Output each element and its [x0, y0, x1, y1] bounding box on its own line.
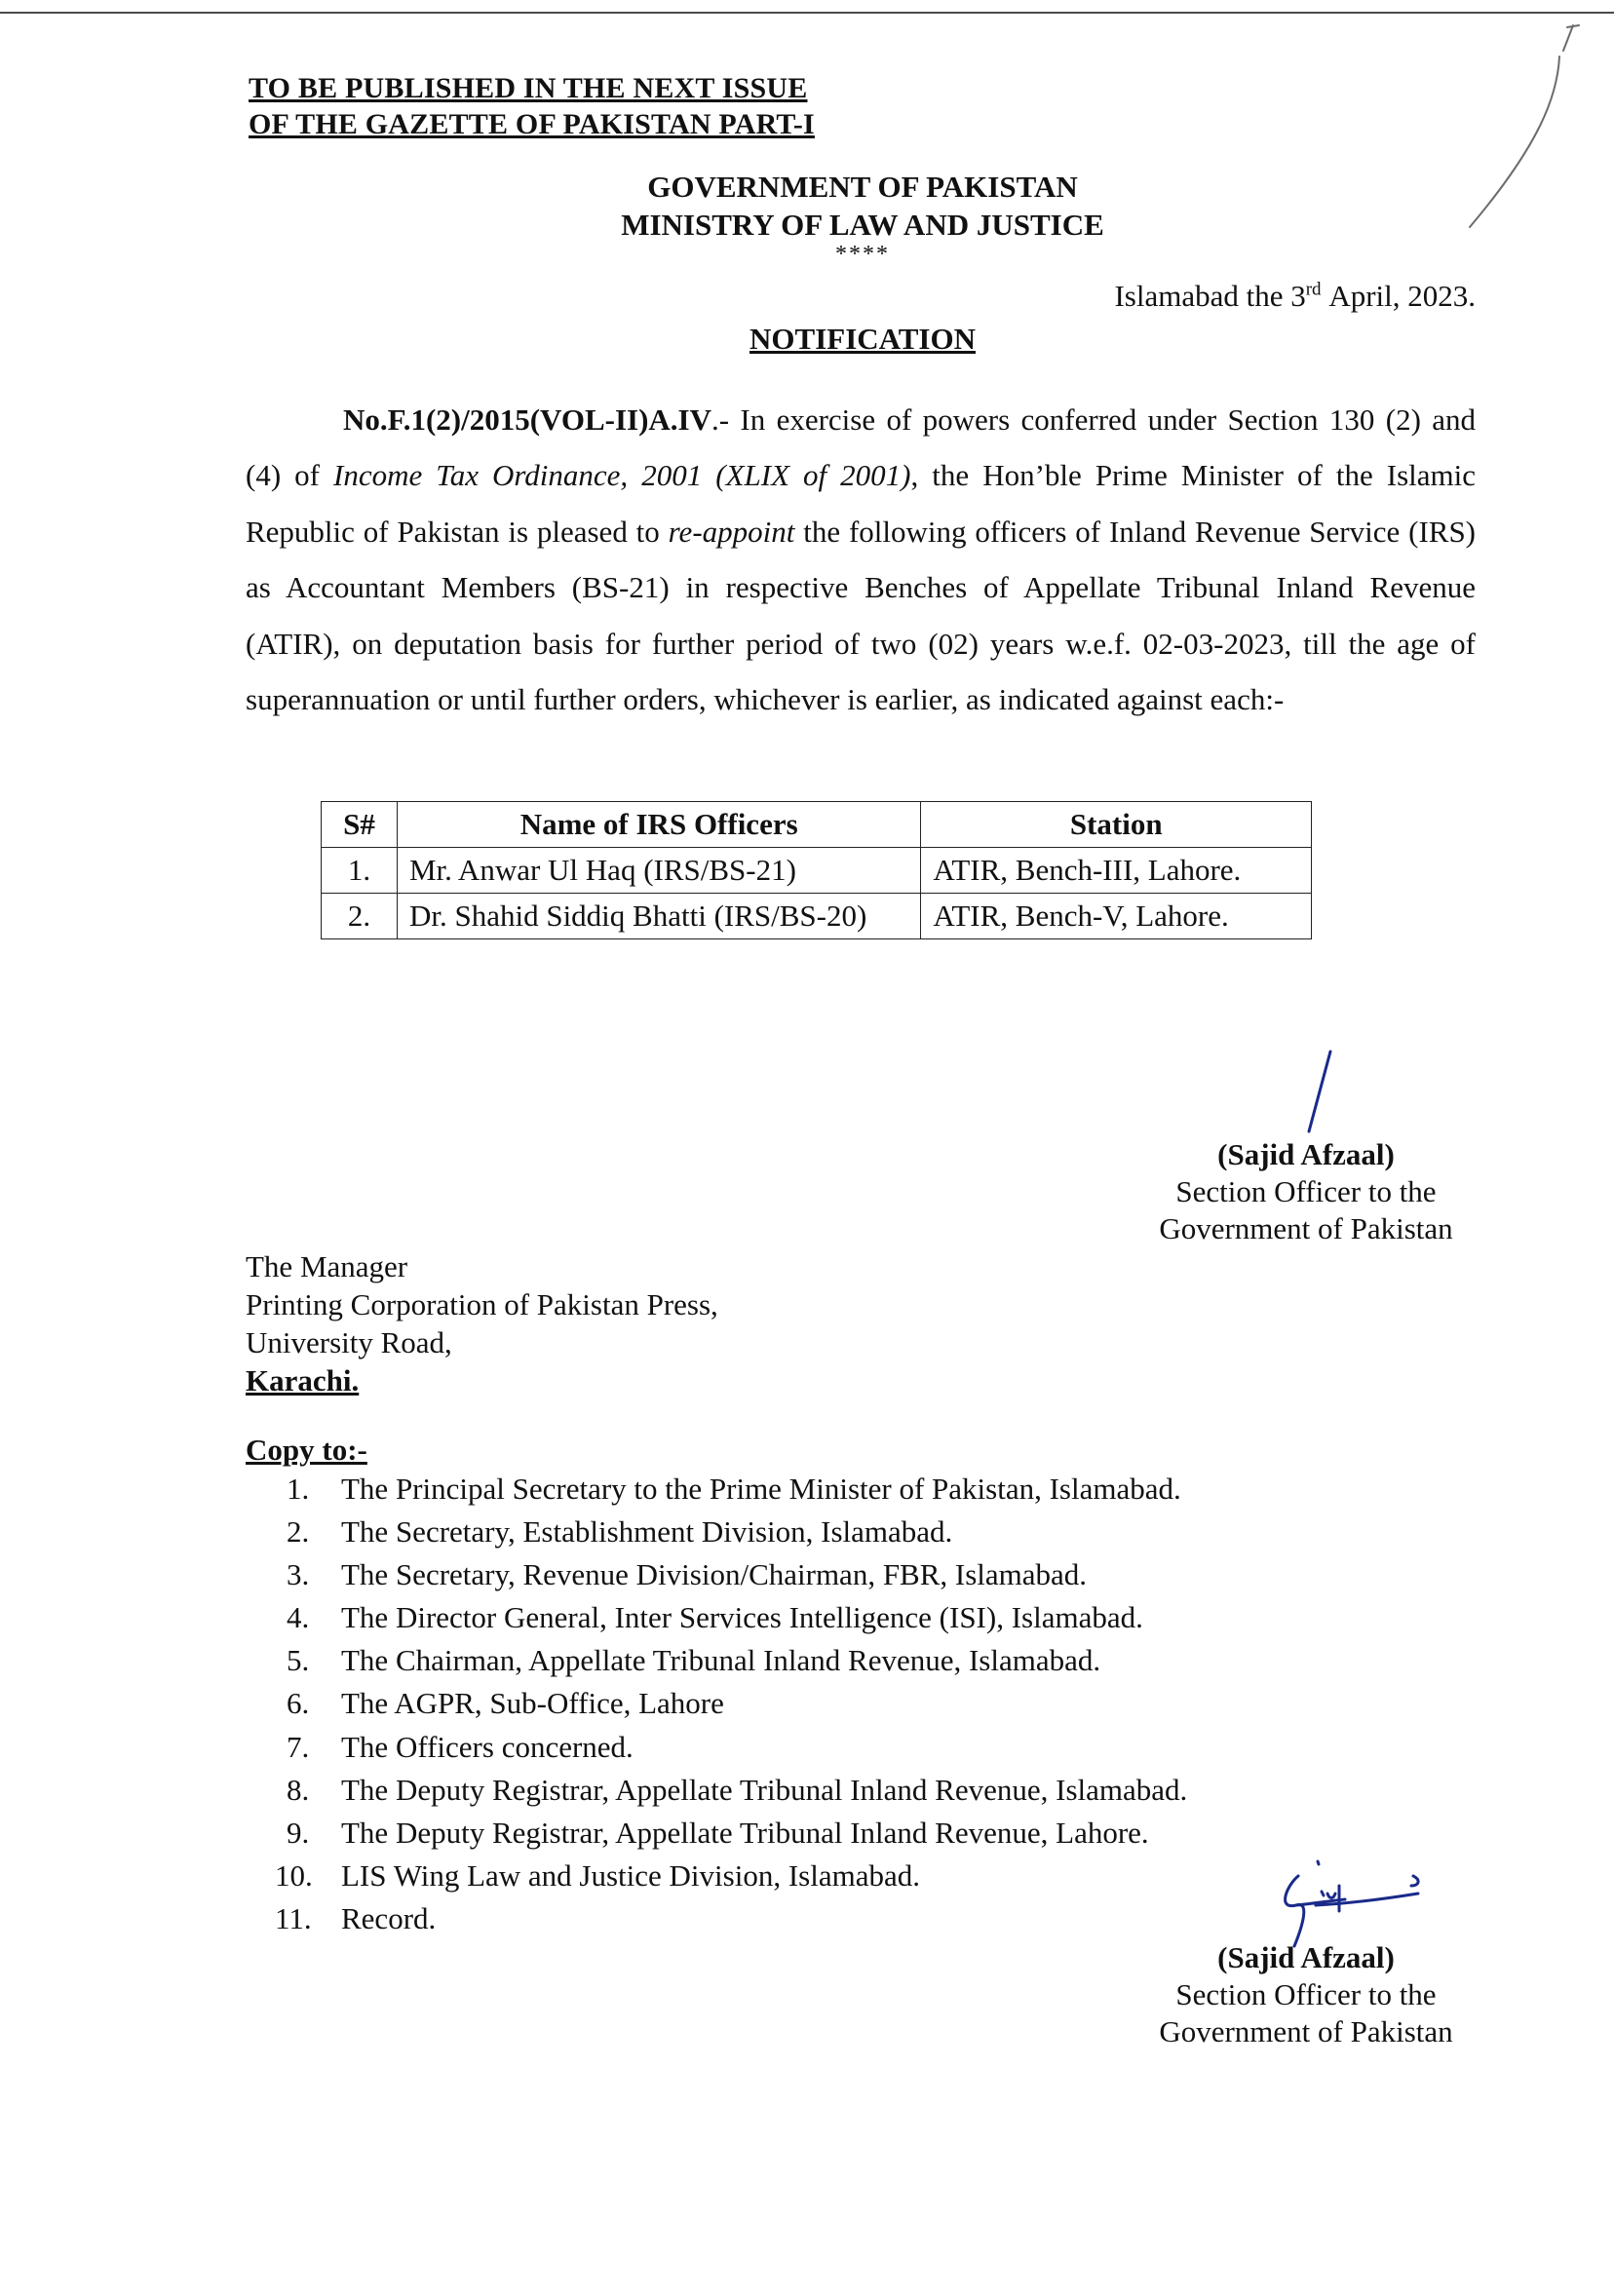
- addressee-block: [246, 1247, 718, 1399]
- copy-to-list: [246, 1468, 1187, 1940]
- cell-station: ATIR, Bench-III, Lahore.: [921, 848, 1312, 894]
- list-item: [246, 1897, 1187, 1940]
- list-item: [246, 1726, 1187, 1769]
- list-item-number: 11.: [275, 1900, 312, 1935]
- list-item: [246, 1511, 1187, 1553]
- ordinance-name: Income Tax Ordinance, 2001 (XLIX of 2001): [333, 458, 911, 493]
- ministry-title: MINISTRY OF LAW AND JUSTICE: [621, 208, 1104, 242]
- dateline-ordinal: rd: [1305, 279, 1322, 300]
- list-item-number: 1.: [287, 1472, 310, 1506]
- body-text-3: the following officers of Inland Revenue Service (IRS) as Accountant Members (BS-21) in respective Benches of Appellate Tribunal Inland Revenue (ATIR), on deputation basis for further period of two (02) years w.e.f. 02-03-2023, till the age of superannuation or until further orders, whichever is earlier, as indicated against each:-: [246, 514, 1477, 717]
- header-name: Name of IRS Officers: [397, 802, 920, 848]
- gazette-line-1: TO BE PUBLISHED IN THE NEXT ISSUE: [249, 72, 808, 104]
- list-item: [246, 1553, 1187, 1596]
- addressee-city: Karachi.: [246, 1363, 360, 1397]
- signatory-designation-2: Government of Pakistan: [1159, 1211, 1453, 1245]
- dateline-prefix: Islamabad the 3: [1114, 279, 1306, 313]
- list-item-number: 2.: [287, 1514, 310, 1550]
- list-item: [246, 1639, 1187, 1682]
- list-item-number: 7.: [287, 1729, 310, 1764]
- government-title: GOVERNMENT OF PAKISTAN: [647, 170, 1078, 204]
- table-row: [322, 894, 1312, 939]
- list-item-text: Record.: [341, 1900, 437, 1935]
- signature-block-2: [1101, 1939, 1511, 2050]
- signatory-designation-2: Government of Pakistan: [1159, 2014, 1453, 2048]
- notification-title: NOTIFICATION: [749, 322, 976, 356]
- list-item-number: 9.: [287, 1815, 310, 1850]
- list-item-number: 5.: [287, 1643, 310, 1678]
- list-item: [246, 1855, 1187, 1897]
- gazette-line-2: OF THE GAZETTE OF PAKISTAN PART-I: [249, 108, 815, 140]
- cell-name: Dr. Shahid Siddiq Bhatti (IRS/BS-20): [397, 894, 920, 939]
- signatory-name: (Sajid Afzaal): [1217, 1940, 1395, 1974]
- list-item-number: 3.: [287, 1557, 310, 1592]
- list-item-text: The Deputy Registrar, Appellate Tribunal Inland Revenue, Islamabad.: [341, 1772, 1188, 1807]
- list-item-text: The AGPR, Sub-Office, Lahore: [341, 1686, 724, 1721]
- cell-sn: 1.: [322, 848, 398, 894]
- list-item-text: The Director General, Inter Services Intelligence (ISI), Islamabad.: [341, 1600, 1143, 1635]
- signature-block-1: [1101, 1136, 1511, 1247]
- cell-name: Mr. Anwar Ul Haq (IRS/BS-21): [397, 848, 920, 894]
- reference-number: No.F.1(2)/2015(VOL-II)A.IV: [343, 402, 711, 437]
- list-item: [246, 1812, 1187, 1855]
- list-item-number: 6.: [287, 1686, 310, 1721]
- body-text-1: .- In exercise of powers conferred under Section 130 (2) and (4) of: [246, 402, 1476, 493]
- addressee-line-2: Printing Corporation of Pakistan Press,: [246, 1287, 718, 1321]
- separator-stars: ****: [835, 242, 890, 267]
- table-row: [322, 848, 1312, 894]
- list-item-number: 8.: [287, 1772, 310, 1807]
- list-item-text: The Secretary, Revenue Division/Chairman, FBR, Islamabad.: [341, 1557, 1088, 1592]
- government-heading: [546, 168, 1179, 244]
- top-border-line: [0, 12, 1614, 14]
- list-item-text: The Principal Secretary to the Prime Minister of Pakistan, Islamabad.: [341, 1472, 1181, 1506]
- copy-to-heading: Copy to:-: [246, 1433, 367, 1467]
- body-text-2: , the Hon’ble Prime Minister of the Islamic Republic of Pakistan is pleased to: [246, 458, 1476, 549]
- officers-table: [321, 801, 1312, 939]
- handwritten-mark-icon: [1462, 18, 1589, 242]
- dateline-rest: April, 2023.: [1328, 279, 1476, 313]
- list-item: [246, 1769, 1187, 1812]
- list-item-text: LIS Wing Law and Justice Division, Islamabad.: [341, 1857, 920, 1893]
- list-item-text: The Chairman, Appellate Tribunal Inland Revenue, Islamabad.: [341, 1643, 1101, 1678]
- cell-station: ATIR, Bench-V, Lahore.: [921, 894, 1312, 939]
- signatory-name: (Sajid Afzaal): [1217, 1137, 1395, 1171]
- list-item: [246, 1468, 1187, 1511]
- signatory-designation-1: Section Officer to the: [1175, 1977, 1437, 2011]
- notification-body: [246, 392, 1476, 727]
- list-item-text: The Officers concerned.: [341, 1729, 634, 1764]
- list-item: [246, 1596, 1187, 1639]
- gazette-header: [249, 70, 815, 142]
- addressee-line-1: The Manager: [246, 1249, 408, 1283]
- signatory-designation-1: Section Officer to the: [1175, 1174, 1437, 1208]
- list-item-text: The Secretary, Establishment Division, Islamabad.: [341, 1514, 953, 1550]
- header-station: Station: [921, 802, 1312, 848]
- table-header-row: [322, 802, 1312, 848]
- list-item: [246, 1682, 1187, 1725]
- list-item-number: 10.: [275, 1857, 313, 1893]
- list-item-text: The Deputy Registrar, Appellate Tribunal Inland Revenue, Lahore.: [341, 1815, 1149, 1850]
- header-sn: S#: [322, 802, 398, 848]
- list-item-number: 4.: [287, 1600, 310, 1635]
- dateline: [1114, 279, 1476, 314]
- signature-stroke-icon: [1301, 1048, 1340, 1135]
- cell-sn: 2.: [322, 894, 398, 939]
- reappoint-word: re-appoint: [668, 514, 795, 549]
- addressee-line-3: University Road,: [246, 1325, 452, 1359]
